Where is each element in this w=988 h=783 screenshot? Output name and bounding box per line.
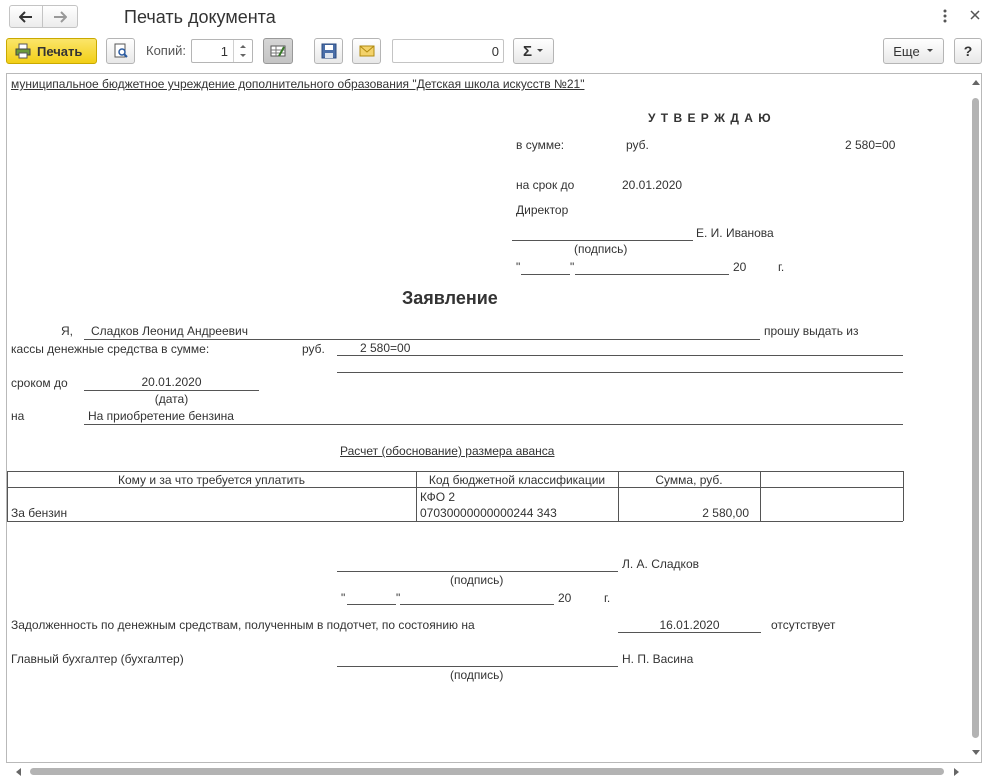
quote-close-2: "	[396, 591, 401, 605]
table-edit-icon	[270, 43, 286, 59]
floppy-disk-icon	[321, 43, 337, 59]
scroll-left-icon[interactable]	[15, 768, 21, 776]
preview-button[interactable]	[106, 38, 135, 64]
edit-mode-button[interactable]	[263, 38, 293, 64]
copies-value: 1	[220, 44, 228, 59]
term-value: 20.01.2020	[622, 178, 683, 192]
sum-function-button[interactable]	[513, 38, 554, 64]
horizontal-scroll-thumb[interactable]	[30, 768, 944, 775]
purpose-label: на	[11, 409, 25, 423]
cash-line	[337, 355, 903, 356]
document-viewer[interactable]	[6, 73, 982, 763]
org-name: муниципальное бюджетное учреждение дополнительного образования "Детская школа искусств №21"	[11, 77, 585, 91]
sigma-icon: Σ	[522, 42, 532, 60]
cash-value: 2 580=00	[360, 341, 411, 355]
accountant-name: Н. П. Васина	[622, 652, 694, 666]
director-signature-line	[512, 240, 693, 241]
forward-button[interactable]	[43, 5, 78, 28]
vertical-dots-icon	[940, 6, 950, 26]
scroll-right-icon[interactable]	[954, 768, 960, 776]
send-email-button[interactable]	[352, 38, 381, 64]
table-header-cell: Кому и за что требуется уплатить	[117, 473, 306, 487]
approve-sum-label: в сумме:	[516, 138, 565, 152]
accountant-signature-caption: (подпись)	[450, 668, 504, 682]
close-icon	[968, 8, 982, 22]
approve-sum-value: 2 580=00	[845, 138, 896, 152]
sum-field[interactable]	[392, 39, 504, 63]
term2-label: сроком до	[11, 376, 68, 390]
save-button[interactable]	[314, 38, 343, 64]
table-col-border	[903, 471, 904, 521]
arrow-left-icon	[19, 11, 33, 23]
approve-rub: руб.	[626, 138, 649, 152]
accountant-label: Главный бухгалтер (бухгалтер)	[11, 652, 184, 666]
chevron-down-icon	[926, 48, 934, 54]
table-cell-who: За бензин	[11, 506, 68, 520]
envelope-icon	[359, 43, 375, 59]
help-button[interactable]	[954, 38, 982, 64]
request-text: прошу выдать из	[764, 324, 859, 338]
help-label: ?	[963, 43, 973, 59]
window-title: Печать документа	[124, 7, 276, 27]
name-line	[84, 339, 760, 340]
spin-arrows-icon	[234, 40, 252, 62]
year-prefix: 20	[733, 260, 747, 274]
date-caption: (дата)	[154, 392, 189, 406]
person-name: Сладков Леонид Андреевич	[91, 324, 248, 338]
quote-open: "	[516, 260, 521, 274]
quote-close: "	[570, 260, 575, 274]
applicant-signature-caption: (подпись)	[450, 573, 504, 587]
more-menu-button[interactable]	[940, 6, 950, 26]
page-magnifier-icon	[113, 43, 129, 59]
scroll-down-icon[interactable]	[972, 750, 980, 756]
day-line-2	[347, 604, 396, 605]
scroll-up-icon[interactable]	[972, 79, 980, 85]
more-button-label: Еще	[893, 43, 920, 59]
arrow-right-icon	[53, 11, 67, 23]
ya-label: Я,	[61, 324, 73, 338]
director-signature-caption: (подпись)	[574, 242, 628, 256]
debt-text: Задолженность по денежным средствам, полученным в подотчет, по состоянию на	[11, 618, 475, 632]
director-name: Е. И. Иванова	[696, 226, 774, 240]
cash-rub: руб.	[302, 342, 325, 356]
copies-stepper[interactable]	[191, 39, 253, 63]
copies-label: Копий:	[146, 43, 186, 58]
accountant-signature-line	[337, 666, 618, 667]
term2-value: 20.01.2020	[141, 375, 202, 389]
month-line	[575, 274, 729, 275]
more-button[interactable]	[883, 38, 944, 64]
applicant-signature-line	[337, 571, 618, 572]
table-top-border	[7, 471, 903, 472]
term-label: на срок до	[516, 178, 575, 192]
table-header-cell: Сумма, руб.	[655, 473, 723, 487]
table-header-border	[7, 487, 903, 488]
table-cell-sum: 2 580,00	[702, 506, 749, 520]
vertical-scroll-thumb[interactable]	[972, 98, 979, 738]
director-label: Директор	[516, 203, 569, 217]
table-col-border	[760, 471, 761, 521]
sum-field-value: 0	[491, 44, 499, 59]
close-button[interactable]	[968, 8, 982, 22]
printer-icon	[15, 43, 31, 59]
cash-text: кассы денежные средства в сумме:	[11, 342, 210, 356]
day-line	[521, 274, 570, 275]
debt-date-line	[618, 632, 761, 633]
debt-status: отсутствует	[771, 618, 836, 632]
vertical-scrollbar[interactable]	[970, 74, 982, 763]
print-button[interactable]	[6, 38, 97, 64]
horizontal-scrollbar[interactable]	[6, 764, 982, 780]
table-bottom-border	[7, 521, 903, 522]
calc-title: Расчет (обоснование) размера аванса	[340, 444, 555, 458]
table-cell-code: 07030000000000244 343	[420, 506, 557, 520]
quote-open-2: "	[341, 591, 346, 605]
debt-date: 16.01.2020	[659, 618, 720, 632]
copies-spin[interactable]	[233, 40, 252, 62]
back-button[interactable]	[9, 5, 43, 28]
purpose-line	[84, 424, 903, 425]
chevron-down-icon	[536, 48, 544, 54]
table-header-cell: Код бюджетной классификации	[428, 473, 606, 487]
cash-words-line	[337, 372, 903, 373]
month-line-2	[400, 604, 554, 605]
term2-line	[84, 390, 259, 391]
document-title: Заявление	[402, 288, 498, 308]
year-suffix-2: г.	[604, 591, 611, 605]
table-cell-kfo: КФО 2	[420, 490, 456, 504]
applicant-name: Л. А. Сладков	[622, 557, 699, 571]
approve-heading: У Т В Е Р Ж Д А Ю	[648, 111, 772, 125]
print-button-label: Печать	[37, 43, 83, 59]
year-suffix: г.	[778, 260, 785, 274]
purpose-value: На приобретение бензина	[88, 409, 234, 423]
year-prefix-2: 20	[558, 591, 572, 605]
